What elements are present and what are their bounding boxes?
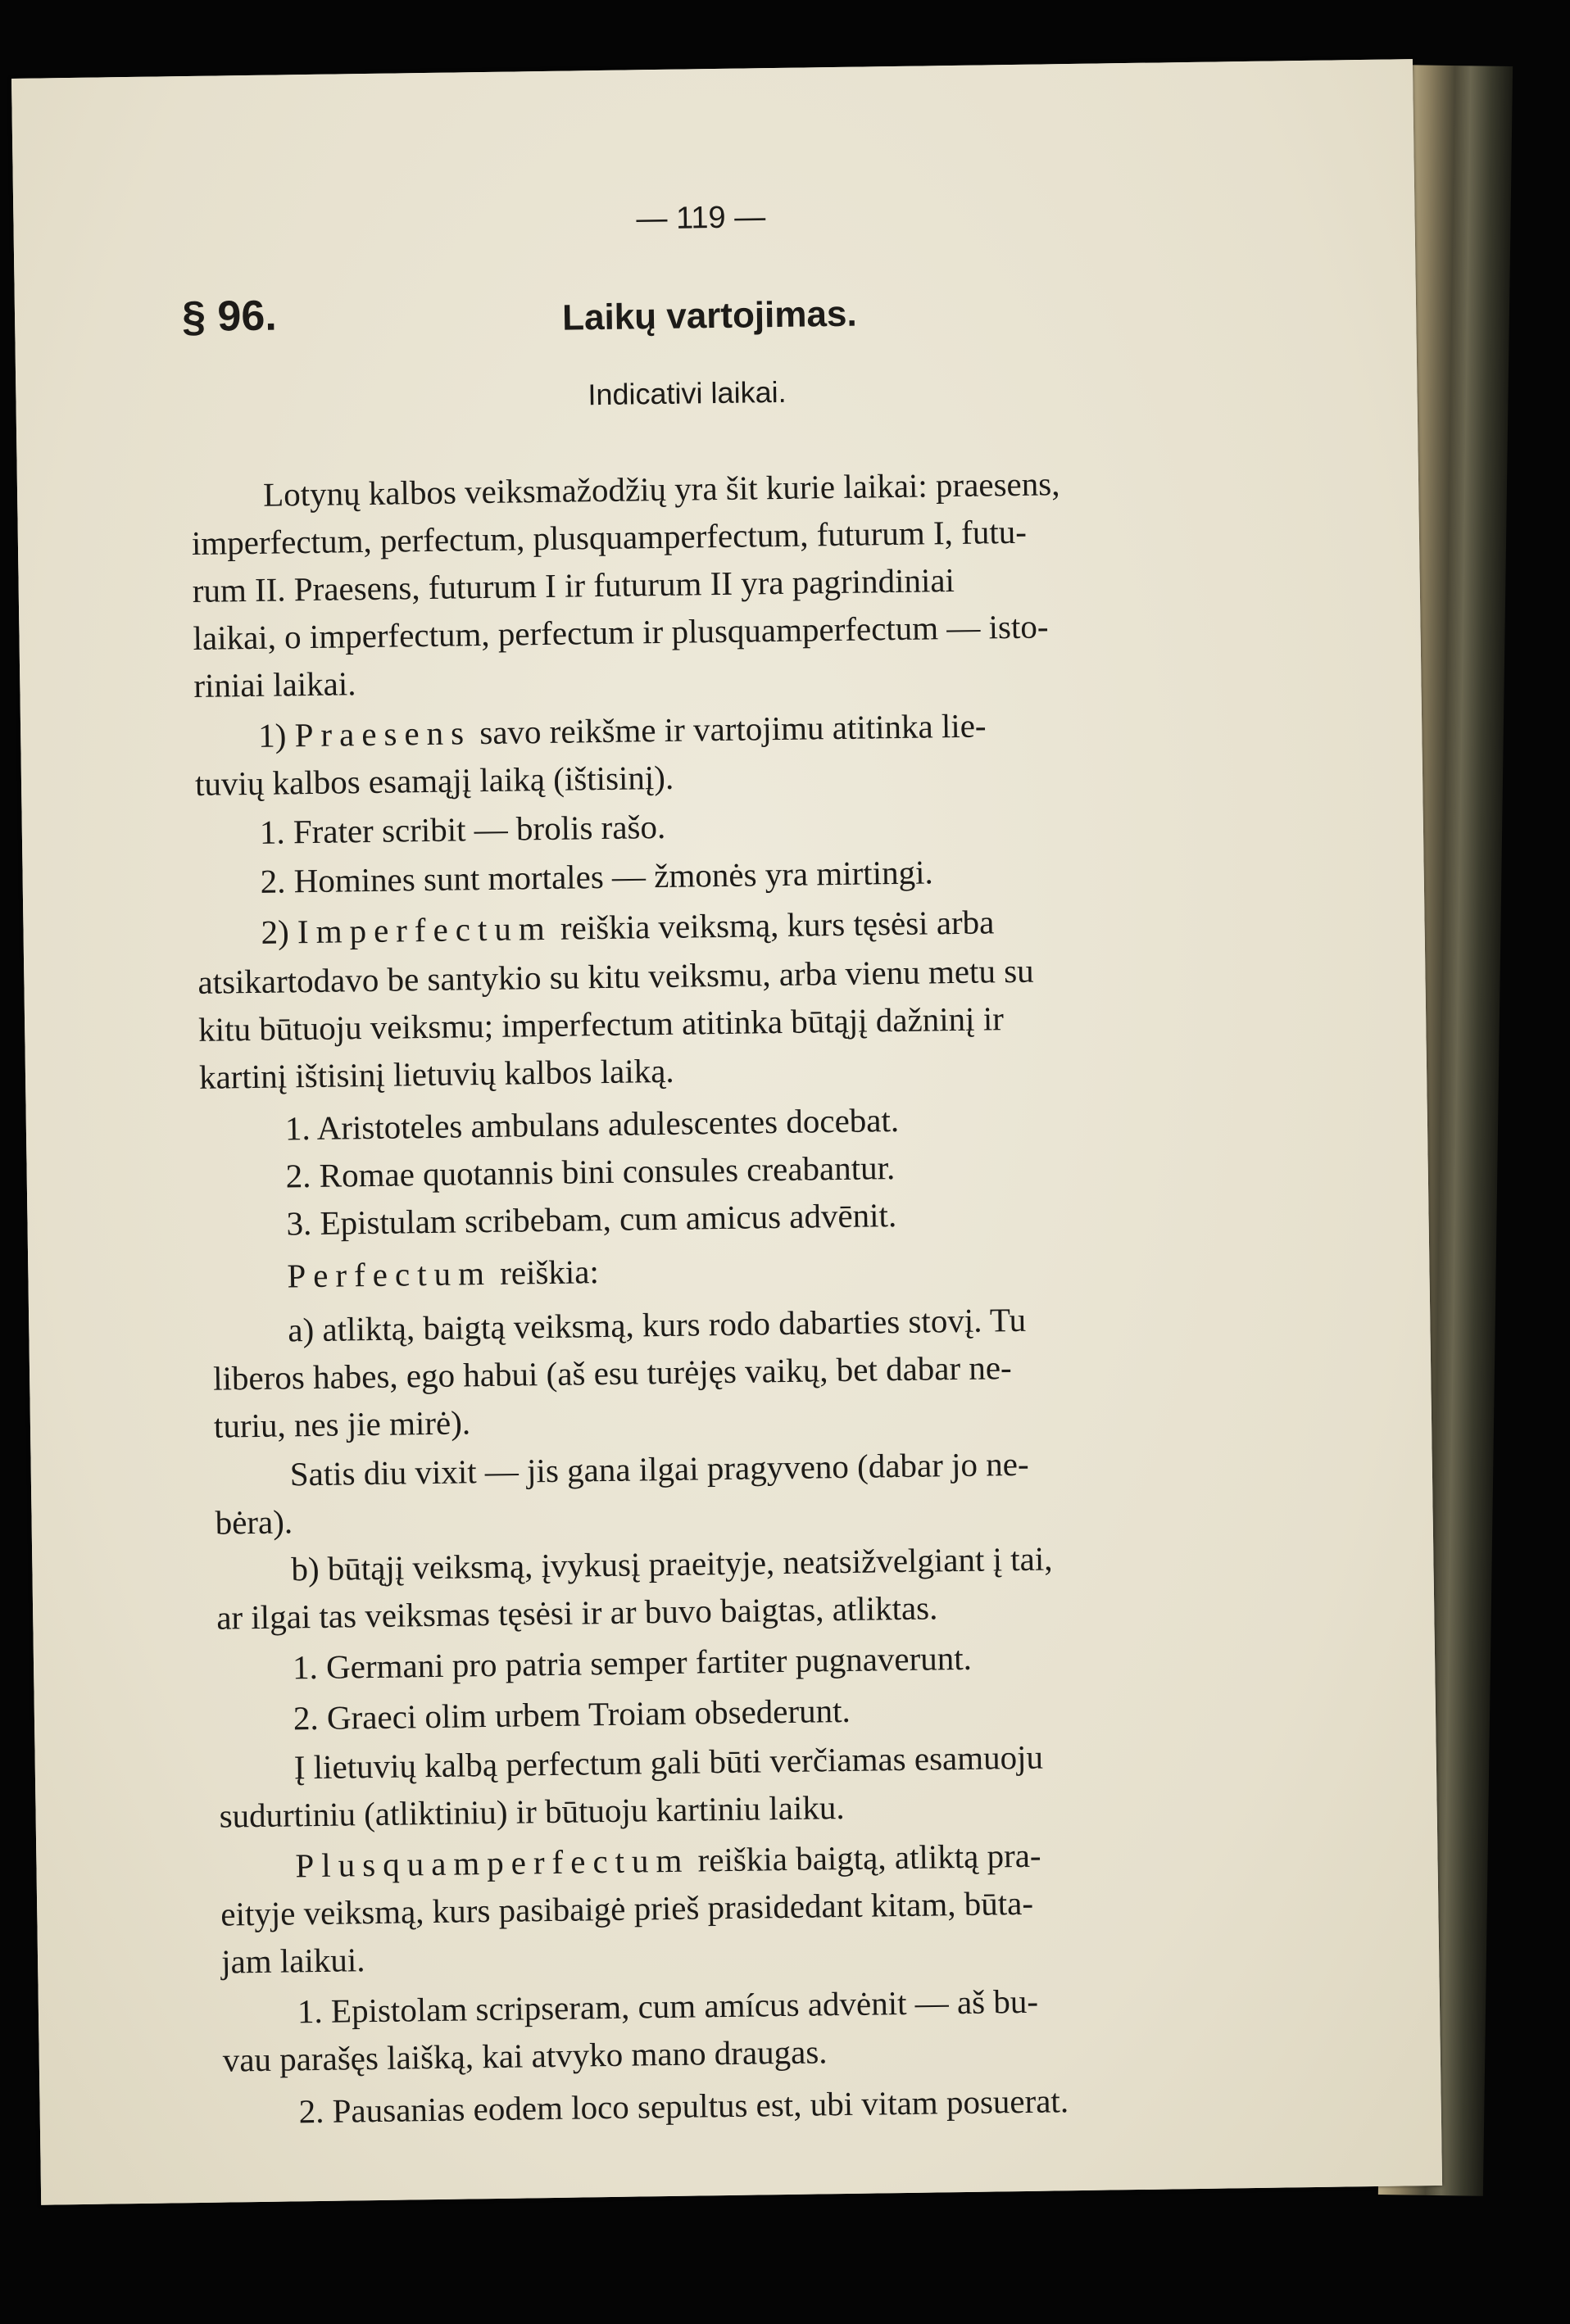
text-line: Į lietuvių kalbą perfectum gali būti verčiamas esamuoju [293,1737,1044,1787]
text-line: 2. Graeci olim urbem Troiam obsederunt. [293,1691,851,1737]
text-line-spaced: 1) Praesens savo reikšme ir vartojimu atitinka lie- [257,706,987,754]
text-line-spaced: Perfectum reiškia: [287,1253,600,1295]
text-line-spaced: Plusquamperfectum reiškia baigtą, atliktą pra- [295,1836,1041,1885]
text-line: atsikartodavo be santykio su kitu veiksmu, arba vienu metu su [197,951,1034,1001]
book-page [11,59,1442,2205]
spaced-term: Praesens [294,714,472,754]
text-line: kartinį ištisinį lietuvių kalbos laiką. [198,1051,674,1096]
text-line: tuvių kalbos esamąjį laiką (ištisinį). [194,758,674,803]
section-number: § 96. [181,292,278,342]
subheading: Indicativi laikai. [588,374,787,412]
text-line: rum II. Praesens, futurum I ir futurum II yra pagrindiniai [192,560,955,609]
page-number: — 119 — [636,200,766,237]
text-line: 3. Epistulam scribebam, cum amicus advēnit. [286,1196,897,1243]
text-line: kitu būtuoju veiksmu; imperfectum atitinka būtąjį dažninį ir [197,999,1005,1049]
text-line: 1. Germani pro patria semper fartiter pugnaverunt. [292,1638,973,1687]
text-line: 2. Romae quotannis bini consules creabantur. [285,1148,896,1195]
text-line: vau parašęs laišką, kai atvyko mano draugas. [222,2032,828,2079]
spaced-term: Imperfectum [297,908,553,951]
text-line: b) būtąjį veiksmą, įvykusį praeityje, neatsižvelgiant į tai, [291,1539,1053,1588]
page-text [11,59,1442,2205]
text-line: 1. Frater scribit — brolis rašo. [259,807,666,851]
text-line: bėra). [215,1502,293,1542]
text-line: 2. Pausanias eodem loco sepultus est, ubi vitam posuerat. [298,2082,1069,2131]
text-line: jam laikui. [220,1941,365,1981]
text-line: sudurtiniu (atliktiniu) ir būtuoju kartiniu laiku. [219,1788,845,1835]
spaced-term: Plusquamperfectum [295,1841,690,1885]
text-line: a) atliktą, baigtą veiksmą, kurs rodo dabarties stovį. Tu [288,1300,1027,1349]
text-line: turiu, nes jie mirė). [213,1403,471,1445]
text-line: 1. Aristoteles ambulans adulescentes docebat. [284,1101,900,1148]
text-line: imperfectum, perfectum, plusquamperfectum, futurum I, futu- [191,512,1028,562]
text-line: 1. Epistolam scripseram, cum amícus advėnit — aš bu- [297,1982,1039,2031]
text-line: liberos habes, ego habui (aš esu turėjęs vaikų, bet dabar ne- [212,1348,1012,1398]
text-line: eityje veiksmą, kurs pasibaigė prieš prasidedant kitam, būta- [220,1883,1034,1933]
text-line: riniai laikai. [193,664,356,704]
text-line: laikai, o imperfectum, perfectum ir plusquamperfectum — isto- [193,607,1049,657]
text-line-spaced: 2) Imperfectum reiškia veiksmą, kurs tęsėsi arba [261,903,995,951]
spaced-term: Perfectum [287,1253,492,1295]
section-title: Laikų vartojimas. [561,293,857,338]
text-line: ar ilgai tas veiksmas tęsėsi ir ar buvo baigtas, atliktas. [216,1588,938,1637]
text-line: Satis diu vixit — jis gana ilgai pragyveno (dabar jo ne- [289,1444,1029,1493]
text-line: 2. Homines sunt mortales — žmonės yra mirtingi. [260,853,933,900]
text-line: Lotynų kalbos veiksmažodžių yra šit kurie laikai: praesens, [262,464,1060,514]
